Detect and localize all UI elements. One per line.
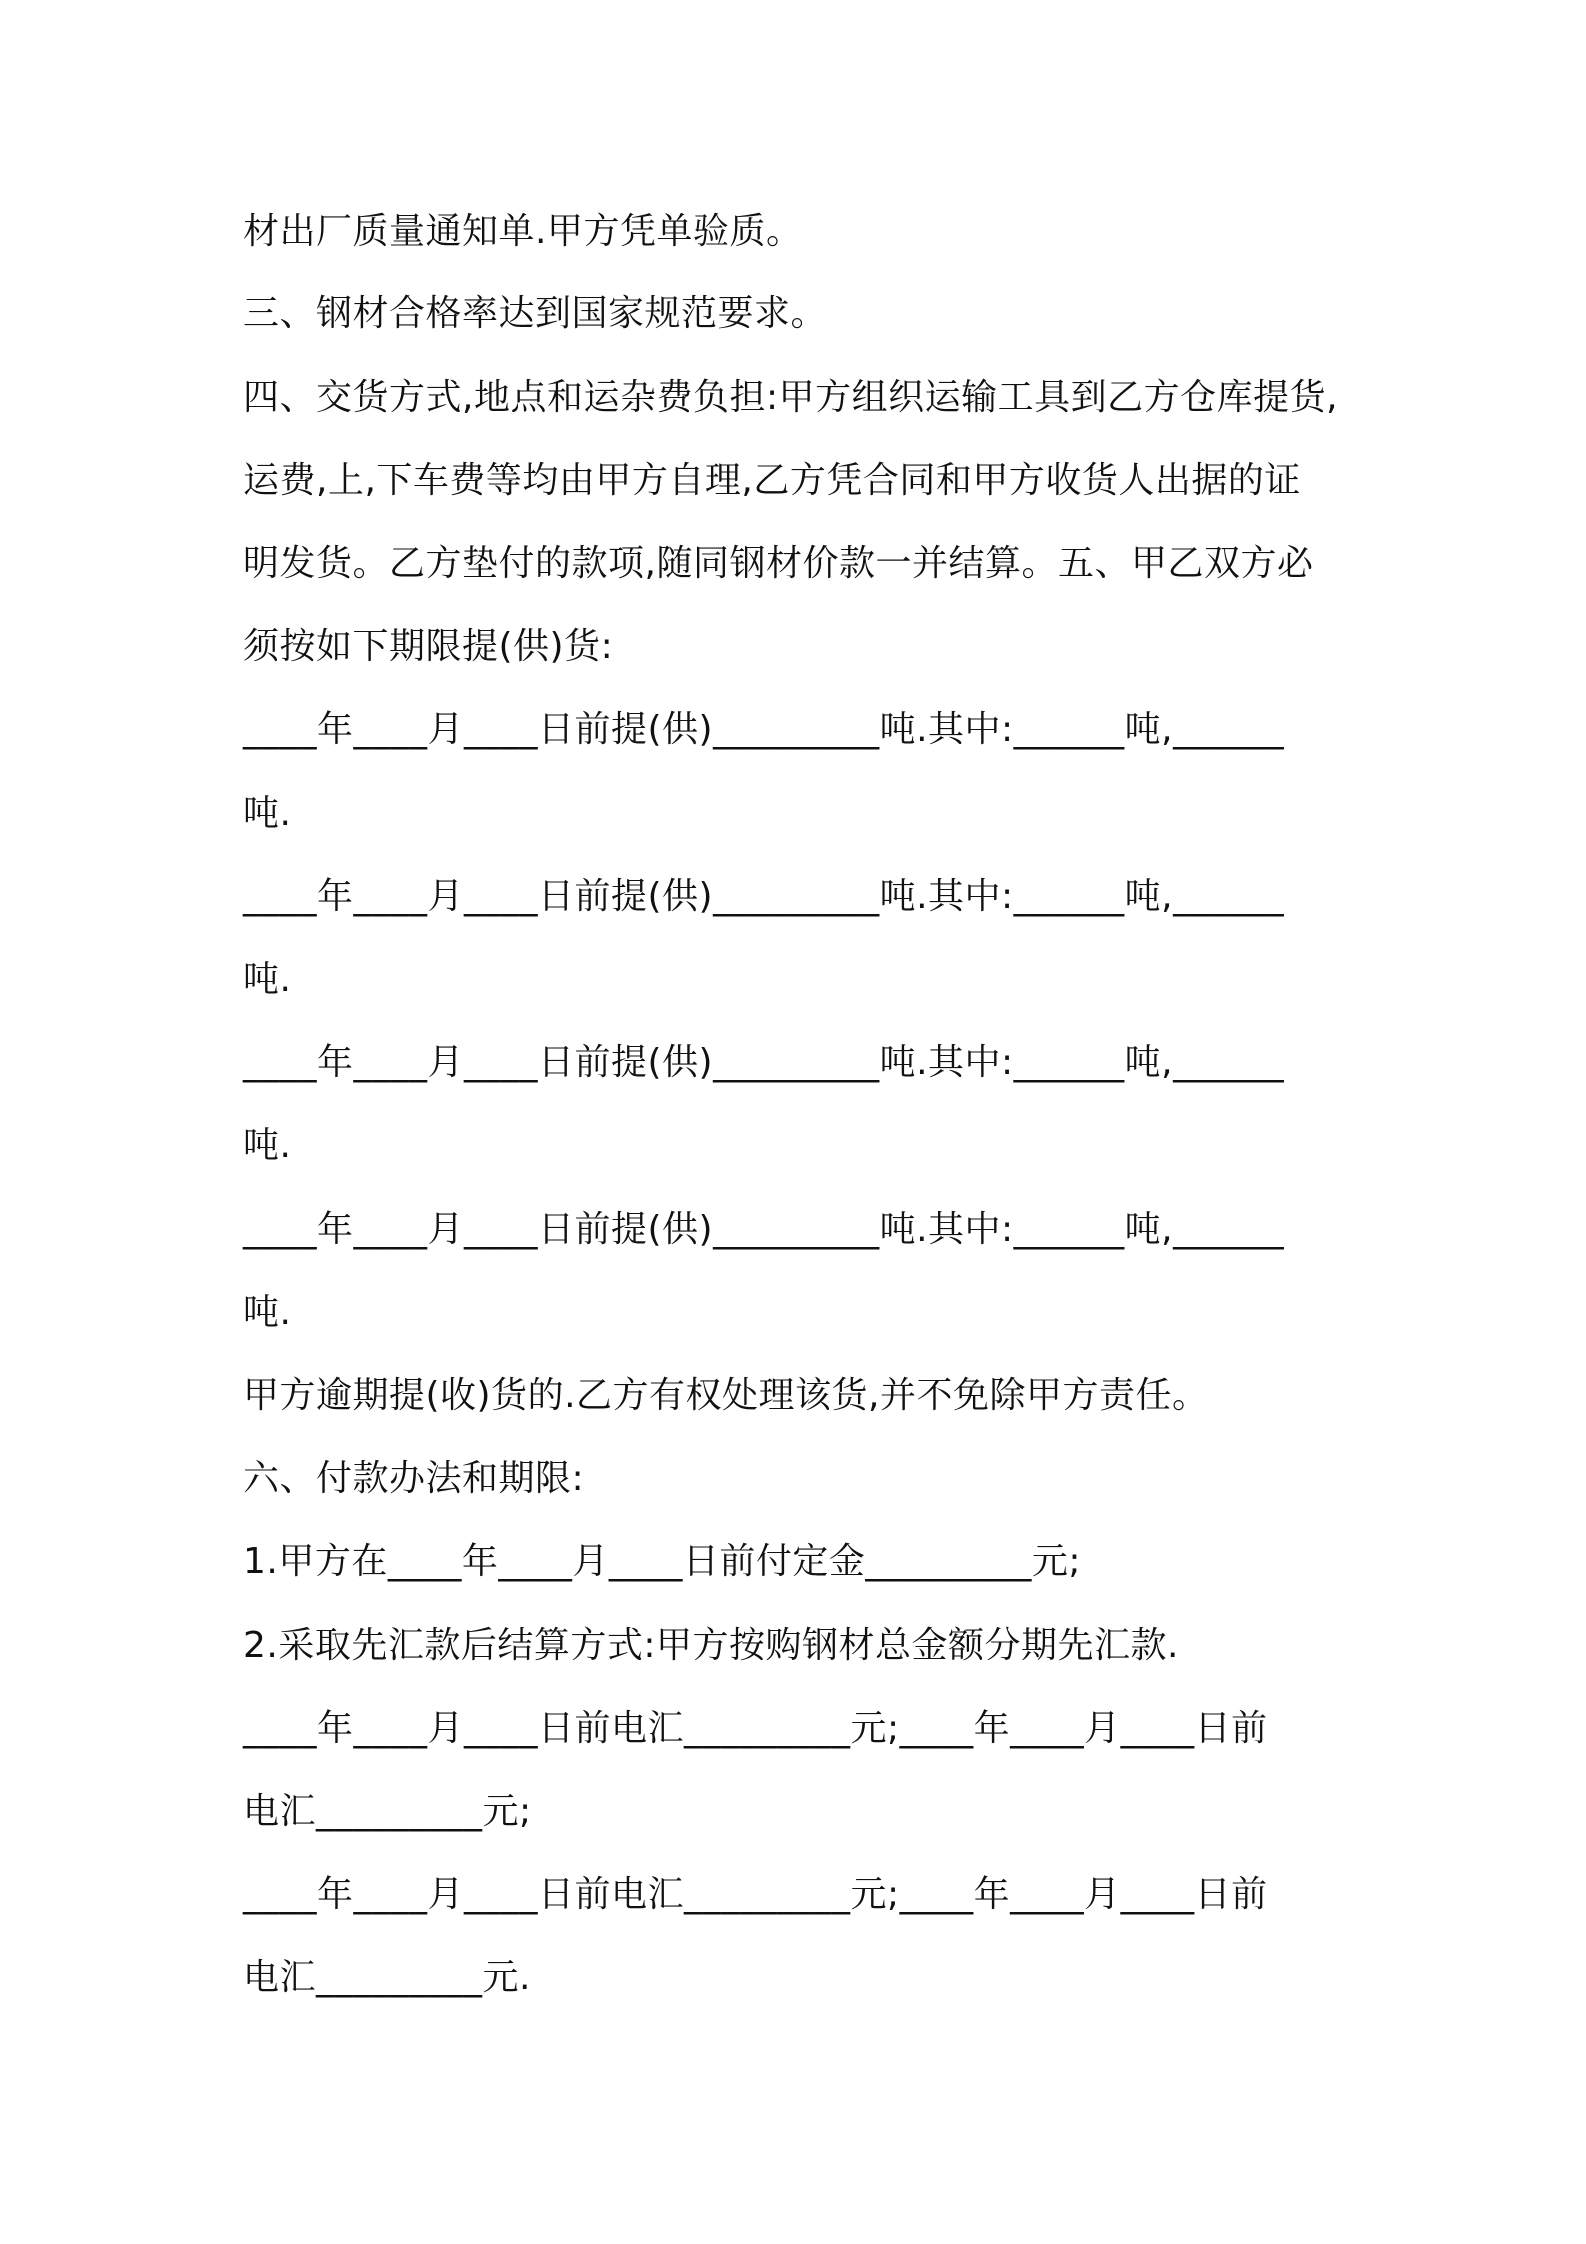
text-line-9: ____年____月____日前提(供)_________吨.其中:______吨,______: [243, 876, 1285, 917]
text-line-20: 电汇_________元;: [243, 1791, 532, 1832]
text-line-5: 明发货。乙方垫付的款项,随同钢材价款一并结算。五、甲乙双方必: [243, 543, 1314, 584]
text-line-2: 三、钢材合格率达到国家规范要求。: [243, 293, 828, 334]
text-line-18: 2.采取先汇款后结算方式:甲方按购钢材总金额分期先汇款.: [243, 1625, 1179, 1666]
text-line-13: ____年____月____日前提(供)_________吨.其中:______吨,______: [243, 1209, 1285, 1250]
text-line-12: 吨.: [243, 1125, 292, 1166]
text-line-1: 材出厂质量通知单.甲方凭单验质。: [243, 211, 803, 252]
text-line-8: 吨.: [243, 793, 292, 834]
text-line-22: 电汇_________元.: [243, 1957, 531, 1998]
text-line-6: 须按如下期限提(供)货:: [243, 626, 614, 667]
text-line-14: 吨.: [243, 1292, 292, 1333]
text-line-15: 甲方逾期提(收)货的.乙方有权处理该货,并不免除甲方责任。: [243, 1375, 1209, 1416]
text-line-4: 运费,上,下车费等均由甲方自理,乙方凭合同和甲方收货人出据的证: [243, 460, 1301, 501]
text-line-11: ____年____月____日前提(供)_________吨.其中:______吨,______: [243, 1042, 1285, 1083]
text-line-16: 六、付款办法和期限:: [243, 1458, 585, 1499]
text-line-10: 吨.: [243, 959, 292, 1000]
text-line-7: ____年____月____日前提(供)_________吨.其中:______吨,______: [243, 709, 1285, 750]
text-line-19: ____年____月____日前电汇_________元;____年____月____日前: [243, 1708, 1268, 1749]
text-line-3: 四、交货方式,地点和运杂费负担:甲方组织运输工具到乙方仓库提货,: [243, 377, 1339, 418]
text-line-17: 1.甲方在____年____月____日前付定金_________元;: [243, 1541, 1081, 1582]
text-line-21: ____年____月____日前电汇_________元;____年____月____日前: [243, 1874, 1268, 1915]
